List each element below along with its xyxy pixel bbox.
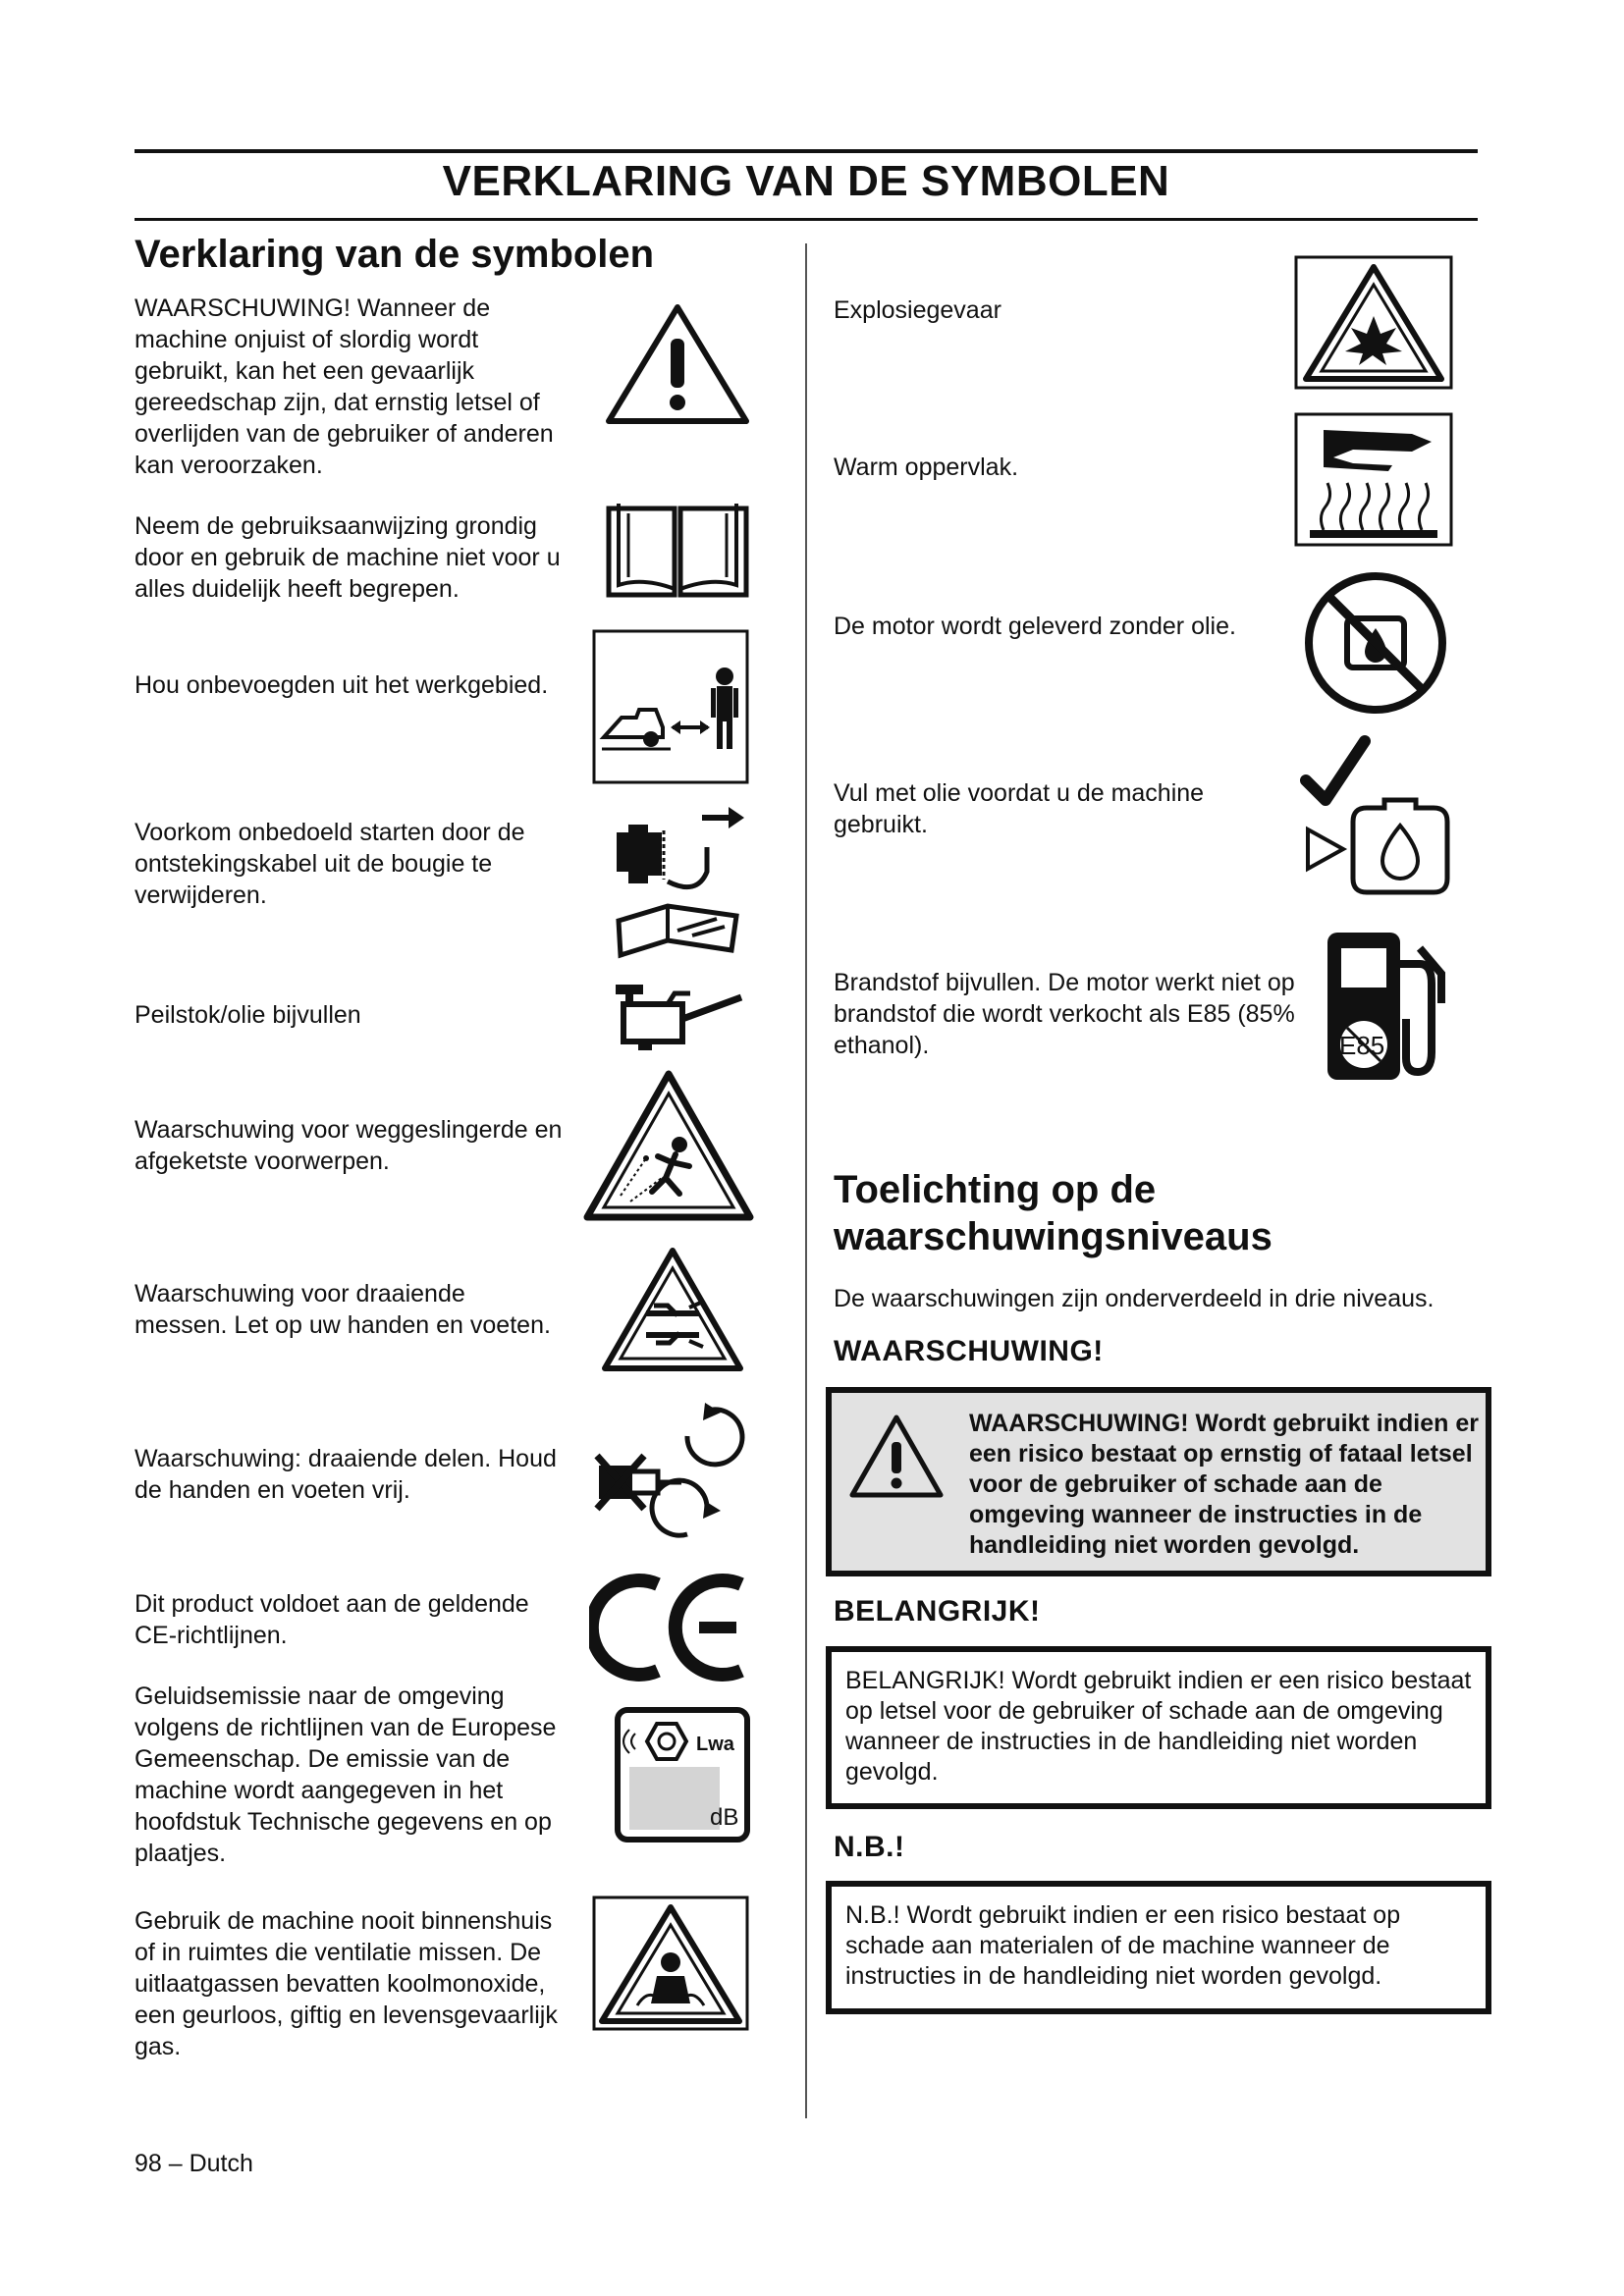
levels-intro: De waarschuwingen zijn onderverdeeld in drie niveaus. bbox=[834, 1285, 1435, 1312]
page-title: VERKLARING VAN DE SYMBOLEN bbox=[442, 157, 1170, 205]
item-text-manual: Neem de gebruiksaanwijzing grondig door en gebruik de machine niet voor u alles duidelijk heeft begrepen. bbox=[135, 512, 561, 603]
warning-heading: WAARSCHUWING! bbox=[834, 1335, 1104, 1367]
levels-heading: Toelichting op de waarschuwingsniveaus bbox=[834, 1168, 1272, 1258]
important-heading: BELANGRIJK! bbox=[834, 1595, 1041, 1628]
hot-surface-icon bbox=[1294, 412, 1453, 547]
no-oil-icon bbox=[1302, 569, 1449, 717]
note-heading: N.B.! bbox=[834, 1831, 905, 1863]
item-text-toxic-fumes: Gebruik de machine nooit binnenshuis of in ruimtes die ventilatie missen. De uitlaatgassen bevatten koolmonoxide, een geurloos, giftig en levensgevaarlijk gas. bbox=[135, 1907, 558, 2060]
fuel-pump-icon bbox=[1322, 925, 1449, 1092]
fill-oil-icon bbox=[1296, 731, 1453, 918]
note-box bbox=[826, 1881, 1491, 2014]
db-label: dB bbox=[710, 1804, 739, 1831]
item-text-bystanders: Hou onbevoegden uit het werkgebied. bbox=[135, 671, 549, 699]
item-text-spark-plug: Voorkom onbedoeld starten door de ontstekingskabel uit de bougie te verwijderen. bbox=[135, 819, 525, 909]
item-text-thrown-objects: Waarschuwing voor weggeslingerde en afgeketste voorwerpen. bbox=[135, 1116, 563, 1175]
section-heading: Verklaring van de symbolen bbox=[135, 233, 655, 276]
lwa-label: Lwa bbox=[696, 1734, 734, 1755]
manual-book-icon bbox=[604, 499, 751, 602]
e85-label: E85 bbox=[1339, 1031, 1385, 1060]
important-box-text: BELANGRIJK! Wordt gebruikt indien er een risico bestaat op letsel voor de gebruiker of schade aan de omgeving wanneer de instructies in de handleiding niet worden gevolgd. bbox=[845, 1667, 1472, 1786]
item-text-rotating-blades: Waarschuwing voor draaiende messen. Let op uw handen en voeten. bbox=[135, 1280, 551, 1339]
rotating-blades-icon bbox=[599, 1245, 746, 1374]
keep-bystanders-away-icon bbox=[592, 629, 749, 784]
item-text-ce: Dit product voldoet aan de geldende CE-richtlijnen. bbox=[135, 1590, 529, 1649]
item-text-noise: Geluidsemissie naar de omgeving volgens de richtlijnen van de Europese Gemeenschap. De emissie van de machine wordt aangegeven in het hoofdstuk Technische gegevens en op plaatjes. bbox=[135, 1682, 557, 1867]
important-box bbox=[826, 1646, 1491, 1809]
page-footer: 98 – Dutch bbox=[135, 2150, 253, 2177]
rotating-parts-icon bbox=[589, 1399, 751, 1561]
item-text-rotating-parts: Waarschuwing: draaiende delen. Houd de handen en voeten vrij. bbox=[135, 1445, 557, 1504]
note-box-text: N.B.! Wordt gebruikt indien er een risico bestaat op schade aan materialen of de machine wanneer de instructies in de handleiding niet worden gevolgd. bbox=[845, 1901, 1401, 1990]
spark-plug-disconnect-icon bbox=[609, 803, 746, 970]
oil-can-icon bbox=[614, 980, 751, 1053]
ce-mark-icon bbox=[589, 1569, 751, 1686]
item-text-hot-surface: Warm oppervlak. bbox=[834, 454, 1019, 481]
toxic-fumes-icon bbox=[592, 1896, 749, 2031]
top-rule bbox=[135, 149, 1478, 153]
warning-box-text: WAARSCHUWING! Wordt gebruikt indien er een risico bestaat op ernstig of fataal letsel voor de gebruiker of schade aan de omgeving wanneer de instructies in de handleiding niet worden gevolgd. bbox=[969, 1410, 1479, 1559]
item-text-no-oil: De motor wordt geleverd zonder olie. bbox=[834, 613, 1236, 640]
item-text-oil: Peilstok/olie bijvullen bbox=[135, 1001, 361, 1029]
thrown-objects-icon bbox=[581, 1068, 756, 1225]
item-text-fuel: Brandstof bijvullen. De motor werkt niet op brandstof die wordt verkocht als E85 (85% ethanol). bbox=[834, 969, 1295, 1059]
warning-box-icon bbox=[847, 1413, 946, 1501]
warning-triangle-icon bbox=[604, 299, 751, 427]
item-text-fill-oil: Vul met olie voordat u de machine gebruikt. bbox=[834, 779, 1205, 838]
title-underline bbox=[135, 218, 1478, 221]
explosion-hazard-icon bbox=[1294, 255, 1453, 390]
column-divider bbox=[805, 243, 807, 2118]
warning-box bbox=[826, 1387, 1491, 1576]
item-text-warning: WAARSCHUWING! Wanneer de machine onjuist of slordig wordt gebruikt, kan het een gevaarlijk gereedschap zijn, dat ernstig letsel of overlijden van de gebruiker of anderen kan veroorzaken. bbox=[135, 294, 554, 479]
item-text-explosion: Explosiegevaar bbox=[834, 296, 1001, 324]
noise-emission-icon bbox=[614, 1706, 751, 1843]
